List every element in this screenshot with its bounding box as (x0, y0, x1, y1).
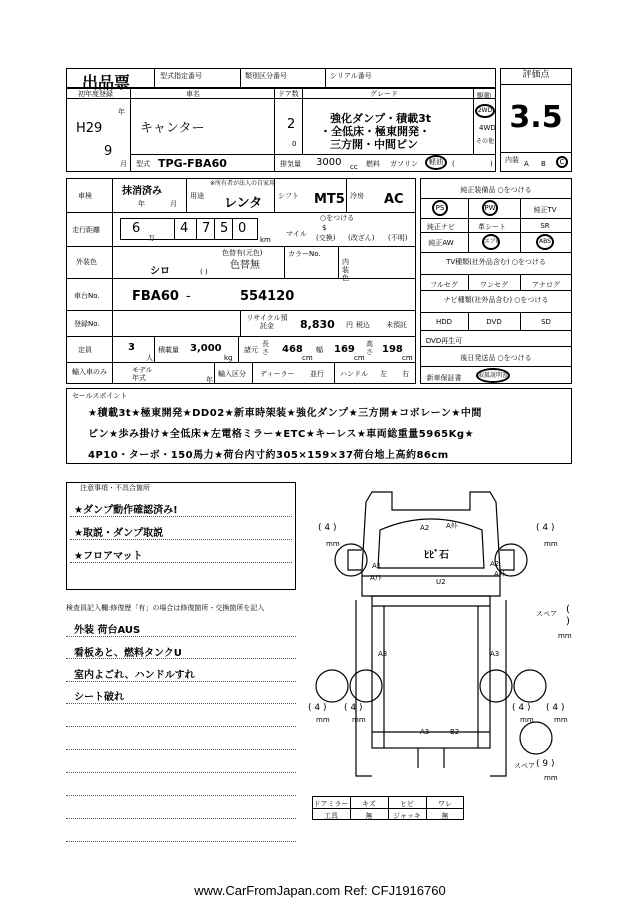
spare-bottom-depth: ( 9 ) (536, 759, 555, 769)
month-unit: 月 (120, 160, 127, 168)
mileage-option-dollar: $ (322, 224, 327, 232)
height-value: 198 (382, 344, 403, 355)
parallel-option: 並行 (310, 370, 324, 378)
interior-grade-a: A (524, 160, 529, 168)
legend-value-jack: ジャッキ (393, 812, 421, 820)
mileage-label: 走行距離 (72, 226, 100, 234)
seats-hint: 0 (292, 140, 297, 148)
chassis-prefix: FBA60 (132, 289, 179, 304)
inspector-item-3: 室内よごれ、ハンドルすれ (74, 670, 195, 681)
mileage-circle-hint: ○をつける (320, 214, 355, 222)
interior-grade-b: B (541, 160, 546, 168)
recycle-yen: 円 (346, 321, 353, 329)
grade-label: グレード (370, 90, 398, 98)
equip-tv: 純正TV (533, 206, 557, 214)
equip-pw-selected: PW (482, 200, 498, 216)
drive-2wd-selected: 2WD (475, 104, 495, 118)
tv-type-title: TV種類(社外品含む) ○をつける (446, 258, 546, 266)
damage-label-a3-bottom: A3 (420, 728, 430, 736)
color-change-note: 色替有(元色) (222, 249, 263, 257)
equip-aw: 純正AW (428, 239, 454, 247)
equipment-title: 純正装備品 ○をつける (460, 186, 532, 194)
exterior-color-value: シロ (150, 266, 170, 277)
tire-depth-rear-right-1: ( 4 ) (512, 703, 531, 713)
year-unit: 年 (118, 108, 125, 116)
height-label: 高さ (366, 340, 373, 356)
mileage-digit-2: 4 (180, 221, 189, 236)
fuel-close-paren: ) (490, 160, 493, 168)
tire-depth-rear-left-2: ( 4 ) (344, 703, 363, 713)
equip-ps-selected: PS (432, 200, 448, 216)
chassis-number: 554120 (240, 289, 295, 304)
displacement-value: 3000 (316, 157, 342, 168)
score-value: 3.5 (509, 100, 563, 135)
color-change-paren: ( ) (200, 268, 208, 276)
equip-sr: SR (540, 222, 550, 230)
length-label: 長さ (262, 340, 269, 356)
navi-dvd-playback: DVD再生可 (425, 337, 463, 345)
recycle-status: 未預託 (386, 321, 407, 329)
dims-label: 諸元 (244, 346, 258, 354)
doors-value: 2 (287, 117, 296, 132)
capacity-unit: 人 (146, 354, 153, 362)
first-registration-label: 初年度登録 (78, 90, 113, 98)
recycle-tax-included: 税込 (356, 321, 370, 329)
later-shipping-title: 後日発送品 ○をつける (460, 354, 532, 362)
tv-fullseg: フルセグ (430, 281, 458, 289)
grade-line-3: 三方開・中間ピン (330, 138, 418, 151)
mileage-digit-1: 6 (132, 221, 141, 236)
footer-watermark: www.CarFromJapan.com Ref: CFJ1916760 (194, 883, 446, 898)
inspector-item-1: 外装 荷台AUS (74, 625, 141, 636)
sales-point-line-1: ★積載3t★極東開発★DD02★新車時架装★強化ダンプ★三方開★コボレーン★中間 (88, 408, 482, 419)
inspection-value: 抹消済み (122, 186, 162, 197)
model-year-suffix: 年 (206, 376, 213, 384)
damage-label-a3-right: A3 (490, 650, 500, 658)
ac-value: AC (384, 192, 404, 207)
spare-top-paren-close: ) (566, 616, 570, 627)
mileage-option-exchange: (交換) (316, 234, 336, 242)
damage-label-a-left: Aﾀﾄ (446, 522, 458, 530)
mileage-digit-5: 0 (238, 221, 247, 236)
doors-label: ドア数 (278, 90, 299, 98)
damage-label-hibi: ﾋﾋﾞ石 (424, 550, 449, 561)
equip-abs-selected: ABS (536, 234, 554, 250)
spare-top-label: スペア (536, 610, 557, 618)
fuel-label: 燃料 (366, 160, 380, 168)
mileage-option-unknown: (不明) (388, 234, 408, 242)
car-name: キャンター (140, 121, 205, 136)
damage-label-b2: B2 (450, 728, 460, 736)
width-value: 169 (334, 344, 355, 355)
navi-hdd: HDD (435, 318, 453, 326)
handle-left: 左 (380, 370, 387, 378)
tire-unit-rear-left-2: mm (352, 716, 366, 724)
serial-number-label: シリアル番号 (330, 72, 372, 80)
shift-label: シフト (278, 192, 299, 200)
mileage-man-unit: 万 (148, 234, 155, 242)
registration-month: 9 (104, 144, 113, 159)
capacity-label: 定員 (78, 346, 92, 354)
damage-label-a3-left: A3 (378, 650, 388, 658)
inspection-year: 年 (138, 200, 145, 208)
tire-unit-rear-right-1: mm (520, 716, 534, 724)
damage-label-a2-left: A2 (420, 524, 430, 532)
sales-point-line-2: ピン★歩み掛け★全低床★左電格ミラー★ETC★キーレス★車両総重量5965Kg★ (88, 429, 474, 440)
interior-label: 内装 (505, 156, 519, 164)
tire-depth-front-right: ( 4 ) (536, 523, 555, 533)
dealer-option: ディーラー (260, 370, 295, 378)
tire-depth-rear-left-1: ( 4 ) (308, 703, 327, 713)
legend-header-mirror: ドアミラー (313, 800, 349, 808)
navi-dvd: DVD (486, 318, 502, 326)
model-label: 型式 (136, 160, 150, 168)
fuel-open-paren: ( (452, 160, 455, 168)
score-label: 評価点 (522, 70, 550, 80)
inspection-label: 車検 (78, 192, 92, 200)
mileage-option-tampered: (改ざん) (348, 234, 375, 242)
equip-airbag-selected: エアB (482, 234, 500, 250)
mileage-digit-4: 5 (220, 221, 229, 236)
registration-year: H29 (76, 121, 103, 136)
legend-header-scratch: キズ (362, 800, 376, 808)
fuel-gasoline: ガソリン (390, 160, 418, 168)
length-unit: cm (302, 354, 313, 362)
legend-value-tools: 工具 (324, 812, 338, 820)
inspector-title: 検査員記入欄:修復歴「有」の場合は修復箇所・交換箇所を記入 (66, 604, 265, 612)
damage-label-a2-right: A2 (490, 560, 500, 568)
displacement-unit: cc (350, 163, 358, 171)
legend-value-jack-none: 無 (441, 812, 449, 820)
notes-title: 注意事項・不具合箇所 (80, 484, 150, 492)
sales-point-line-3: 4P10・ターボ・150馬力★荷台内寸約305×159×37荷台地上高約86cm (88, 450, 449, 461)
inspection-month: 月 (170, 200, 177, 208)
model-year-label: モデル年式 (132, 366, 153, 382)
color-change-value: 色替無 (230, 260, 260, 271)
navi-sd: SD (541, 318, 551, 326)
note-item-3: ★フロアマット (74, 551, 143, 562)
tire-unit-rear-right-2: mm (554, 716, 568, 724)
damage-label-aato: Aｱﾄ (370, 574, 382, 582)
tire-unit-front-right: mm (544, 540, 558, 548)
width-label: 幅 (316, 346, 323, 354)
grade-line-1: 強化ダンプ・積載3t (330, 112, 432, 125)
interior-grade-c-selected: C (556, 156, 568, 168)
mileage-mile-label: マイル (286, 230, 307, 238)
inspector-item-2: 看板あと、燃料タンクU (74, 648, 182, 659)
load-unit: kg (224, 354, 233, 362)
grade-line-2: ・全低床・極東開発・ (320, 125, 430, 138)
inspector-item-4: シート破れ (74, 692, 124, 703)
fuel-diesel-selected: 軽油 (425, 155, 447, 170)
sales-point-label: セールスポイント (72, 392, 128, 400)
tire-depth-front-left: ( 4 ) (318, 523, 337, 533)
tire-unit-front-left: mm (326, 540, 340, 548)
equip-leather: 革シート (478, 223, 506, 231)
legend-header-crack: ヒビ (400, 800, 414, 808)
spare-bottom-label: スペア (514, 762, 535, 770)
mileage-digit-3: 7 (202, 221, 211, 236)
legend-value-tools-none: 無 (365, 812, 373, 820)
damage-label-u2: U2 (436, 578, 446, 586)
equip-navi: 純正ナビ (427, 223, 455, 231)
tire-depth-rear-right-2: ( 4 ) (546, 703, 565, 713)
drive-label: 駆動 (477, 92, 491, 100)
tv-analog: アナログ (532, 281, 560, 289)
page-title: 出品票 (82, 73, 131, 92)
use-value: レンタ (224, 196, 263, 211)
load-value: 3,000 (190, 343, 222, 354)
import-only-label: 輸入車のみ (72, 368, 107, 376)
damage-label-a-right: Aﾀﾄ (494, 570, 506, 578)
new-car-warranty: 新車保証書 (426, 374, 462, 382)
note-item-1: ★ダンプ動作確認済み! (74, 505, 178, 516)
mileage-unit: km (260, 236, 271, 244)
tire-unit-rear-left-1: mm (316, 716, 330, 724)
spare-top-unit: mm (558, 632, 572, 640)
interior-color-label: 内装色 (342, 258, 349, 282)
model-value: TPG-FBA60 (158, 157, 227, 170)
displacement-label: 排気量 (280, 160, 301, 168)
import-type-label: 輸入区分 (218, 370, 246, 378)
registration-number-label: 登録No. (74, 320, 100, 328)
legend-header-break: ワレ (438, 800, 452, 808)
drive-4wd: 4WD (479, 124, 496, 132)
class-number-label: 類別区分番号 (245, 72, 287, 80)
type-number-label: 型式指定番号 (160, 72, 202, 80)
shift-value: MT5 (314, 192, 345, 207)
exterior-color-label: 外装色 (76, 258, 97, 266)
note-item-2: ★取説・ダンプ取説 (74, 528, 164, 539)
color-number-label: カラーNo. (288, 250, 321, 258)
length-value: 468 (282, 344, 303, 355)
use-note: ※所有者が法人の自家用 (210, 180, 276, 187)
drive-other: その他 (476, 138, 495, 145)
capacity-value: 3 (128, 342, 135, 353)
tv-oneseg: ワンセグ (480, 281, 508, 289)
handle-label: ハンドル (340, 370, 368, 378)
height-unit: cm (402, 354, 413, 362)
load-label: 積載量 (158, 346, 179, 354)
ac-label: 冷房 (350, 192, 364, 200)
handle-right: 右 (402, 370, 409, 378)
chassis-label: 車台No. (74, 292, 100, 300)
recycle-amount: 8,830 (300, 318, 335, 331)
width-unit: cm (354, 354, 365, 362)
recycle-label: リサイクル預託金 (246, 314, 288, 330)
spare-top-paren-open: ( (566, 604, 570, 615)
chassis-dash: - (186, 289, 191, 304)
navi-type-title: ナビ種類(社外品含む) ○をつける (443, 296, 549, 304)
damage-label-a1: A1 (372, 562, 382, 570)
use-label: 用途 (190, 192, 204, 200)
truck-diagram (300, 480, 576, 800)
car-name-label: 車名 (186, 90, 200, 98)
spare-bottom-unit: mm (544, 774, 558, 782)
manual-selected: 取扱説明書 (476, 368, 510, 383)
